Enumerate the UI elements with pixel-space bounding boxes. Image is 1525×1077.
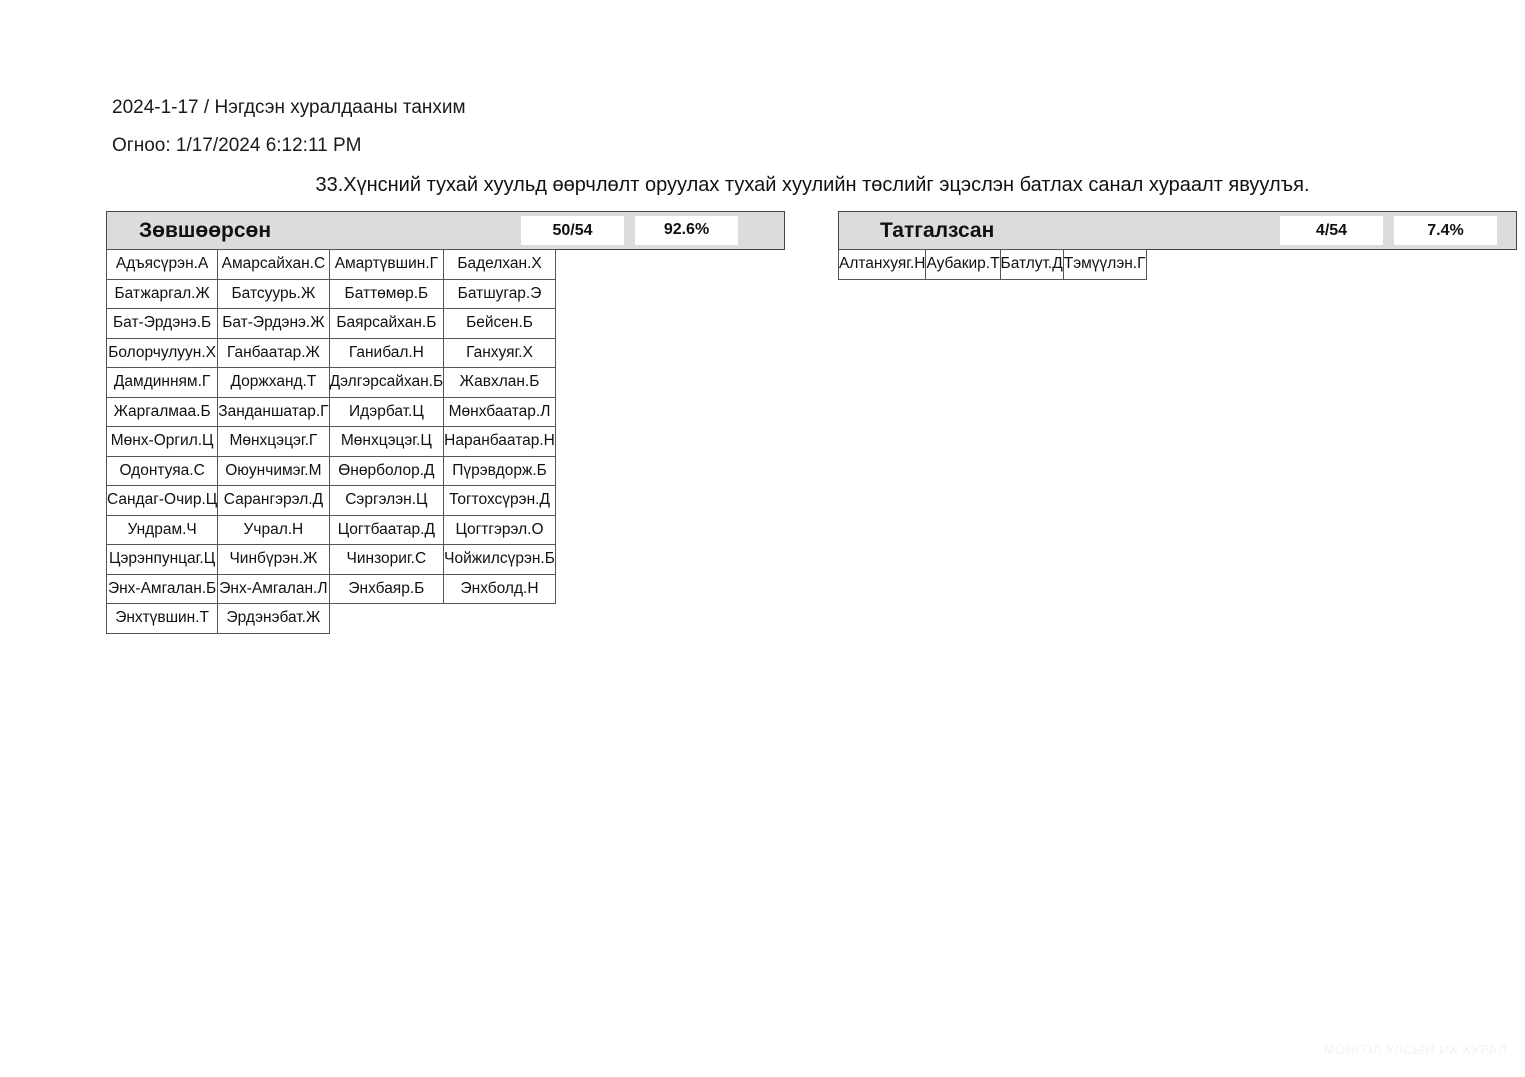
member-name: Пүрэвдорж.Б [444, 456, 556, 486]
member-name: Бейсен.Б [444, 309, 556, 339]
member-name: Баярсайхан.Б [329, 309, 444, 339]
member-name: Цэрэнпунцаг.Ц [107, 545, 218, 575]
member-name: Ганбаатар.Ж [218, 338, 329, 368]
table-row [107, 368, 556, 398]
member-name: Мөнхцэцэг.Ц [329, 427, 444, 457]
member-name: Жаргалмаа.Б [107, 397, 218, 427]
rejected-count: 4/54 [1280, 216, 1383, 245]
rejected-title: Татгалзсан [880, 219, 995, 242]
member-name: Амартүвшин.Г [329, 250, 444, 280]
approved-count: 50/54 [521, 216, 624, 245]
member-name: Батлут.Д [1000, 250, 1063, 280]
member-name: Идэрбат.Ц [329, 397, 444, 427]
member-name: Амарсайхан.С [218, 250, 329, 280]
member-name: Энхбаяр.Б [329, 574, 444, 604]
member-name: Цогтбаатар.Д [329, 515, 444, 545]
member-name: Болорчулуун.Х [107, 338, 218, 368]
rejected-percent: 7.4% [1394, 216, 1497, 245]
member-name: Тэмүүлэн.Г [1063, 250, 1146, 280]
member-name: Аубакир.Т [926, 250, 1000, 280]
member-name: Энхтүвшин.Т [107, 604, 218, 634]
table-row [107, 338, 556, 368]
table-row [107, 279, 556, 309]
approved-title: Зөвшөөрсөн [139, 219, 272, 242]
table-row [107, 309, 556, 339]
member-name: Наранбаатар.Н [444, 427, 556, 457]
member-name: Цогтгэрэл.О [444, 515, 556, 545]
member-name: Жавхлан.Б [444, 368, 556, 398]
empty-cell [329, 604, 444, 634]
member-name: Алтанхуяг.Н [839, 250, 926, 280]
member-name: Дэлгэрсайхан.Б [329, 368, 444, 398]
table-row [107, 397, 556, 427]
member-name: Одонтуяа.С [107, 456, 218, 486]
empty-cell [444, 604, 556, 634]
member-name: Учрал.Н [218, 515, 329, 545]
member-name: Дамдинням.Г [107, 368, 218, 398]
member-name: Бат-Эрдэнэ.Б [107, 309, 218, 339]
member-name: Сандаг-Очир.Ц [107, 486, 218, 516]
approved-percent: 92.6% [635, 216, 738, 245]
table-row [107, 604, 556, 634]
member-name: Энх-Амгалан.Б [107, 574, 218, 604]
member-name: Сарангэрэл.Д [218, 486, 329, 516]
member-name: Тогтохсүрэн.Д [444, 486, 556, 516]
table-row [107, 250, 556, 280]
member-name: Бат-Эрдэнэ.Ж [218, 309, 329, 339]
approved-names-table [106, 249, 556, 634]
member-name: Мөнхбаатар.Л [444, 397, 556, 427]
table-row [107, 456, 556, 486]
member-name: Оюунчимэг.М [218, 456, 329, 486]
member-name: Сэргэлэн.Ц [329, 486, 444, 516]
approved-header [106, 211, 785, 250]
vote-date: Огноо: 1/17/2024 6:12:11 PM [112, 135, 362, 156]
member-name: Баттөмөр.Б [329, 279, 444, 309]
member-name: Ундрам.Ч [107, 515, 218, 545]
watermark: МОНГОЛ УЛСЫН ИХ ХУРАЛ [1323, 1042, 1507, 1057]
session-title: 2024-1-17 / Нэгдсэн хуралдааны танхим [112, 97, 466, 118]
member-name: Чойжилсүрэн.Б [444, 545, 556, 575]
member-name: Занданшатар.Г [218, 397, 329, 427]
table-row [107, 486, 556, 516]
member-name: Батшугар.Э [444, 279, 556, 309]
rejected-names-table [838, 249, 1147, 280]
member-name: Мөнхцэцэг.Г [218, 427, 329, 457]
motion-title: 33.Хүнсний тухай хуульд өөрчлөлт оруулах тухай хуулийн төслийг эцэслэн батлах санал хураалт явуулъя. [315, 174, 1310, 196]
member-name: Адъясүрэн.А [107, 250, 218, 280]
table-row [107, 545, 556, 575]
member-name: Батжаргал.Ж [107, 279, 218, 309]
table-row [107, 574, 556, 604]
member-name: Ганибал.Н [329, 338, 444, 368]
member-name: Баделхан.Х [444, 250, 556, 280]
rejected-header [838, 211, 1517, 250]
table-row [839, 250, 1147, 280]
member-name: Мөнх-Оргил.Ц [107, 427, 218, 457]
member-name: Энх-Амгалан.Л [218, 574, 329, 604]
member-name: Батсуурь.Ж [218, 279, 329, 309]
member-name: Энхболд.Н [444, 574, 556, 604]
member-name: Эрдэнэбат.Ж [218, 604, 329, 634]
table-row [107, 515, 556, 545]
member-name: Доржханд.Т [218, 368, 329, 398]
member-name: Чинзориг.С [329, 545, 444, 575]
member-name: Чинбүрэн.Ж [218, 545, 329, 575]
member-name: Өнөрболор.Д [329, 456, 444, 486]
member-name: Ганхуяг.Х [444, 338, 556, 368]
table-row [107, 427, 556, 457]
